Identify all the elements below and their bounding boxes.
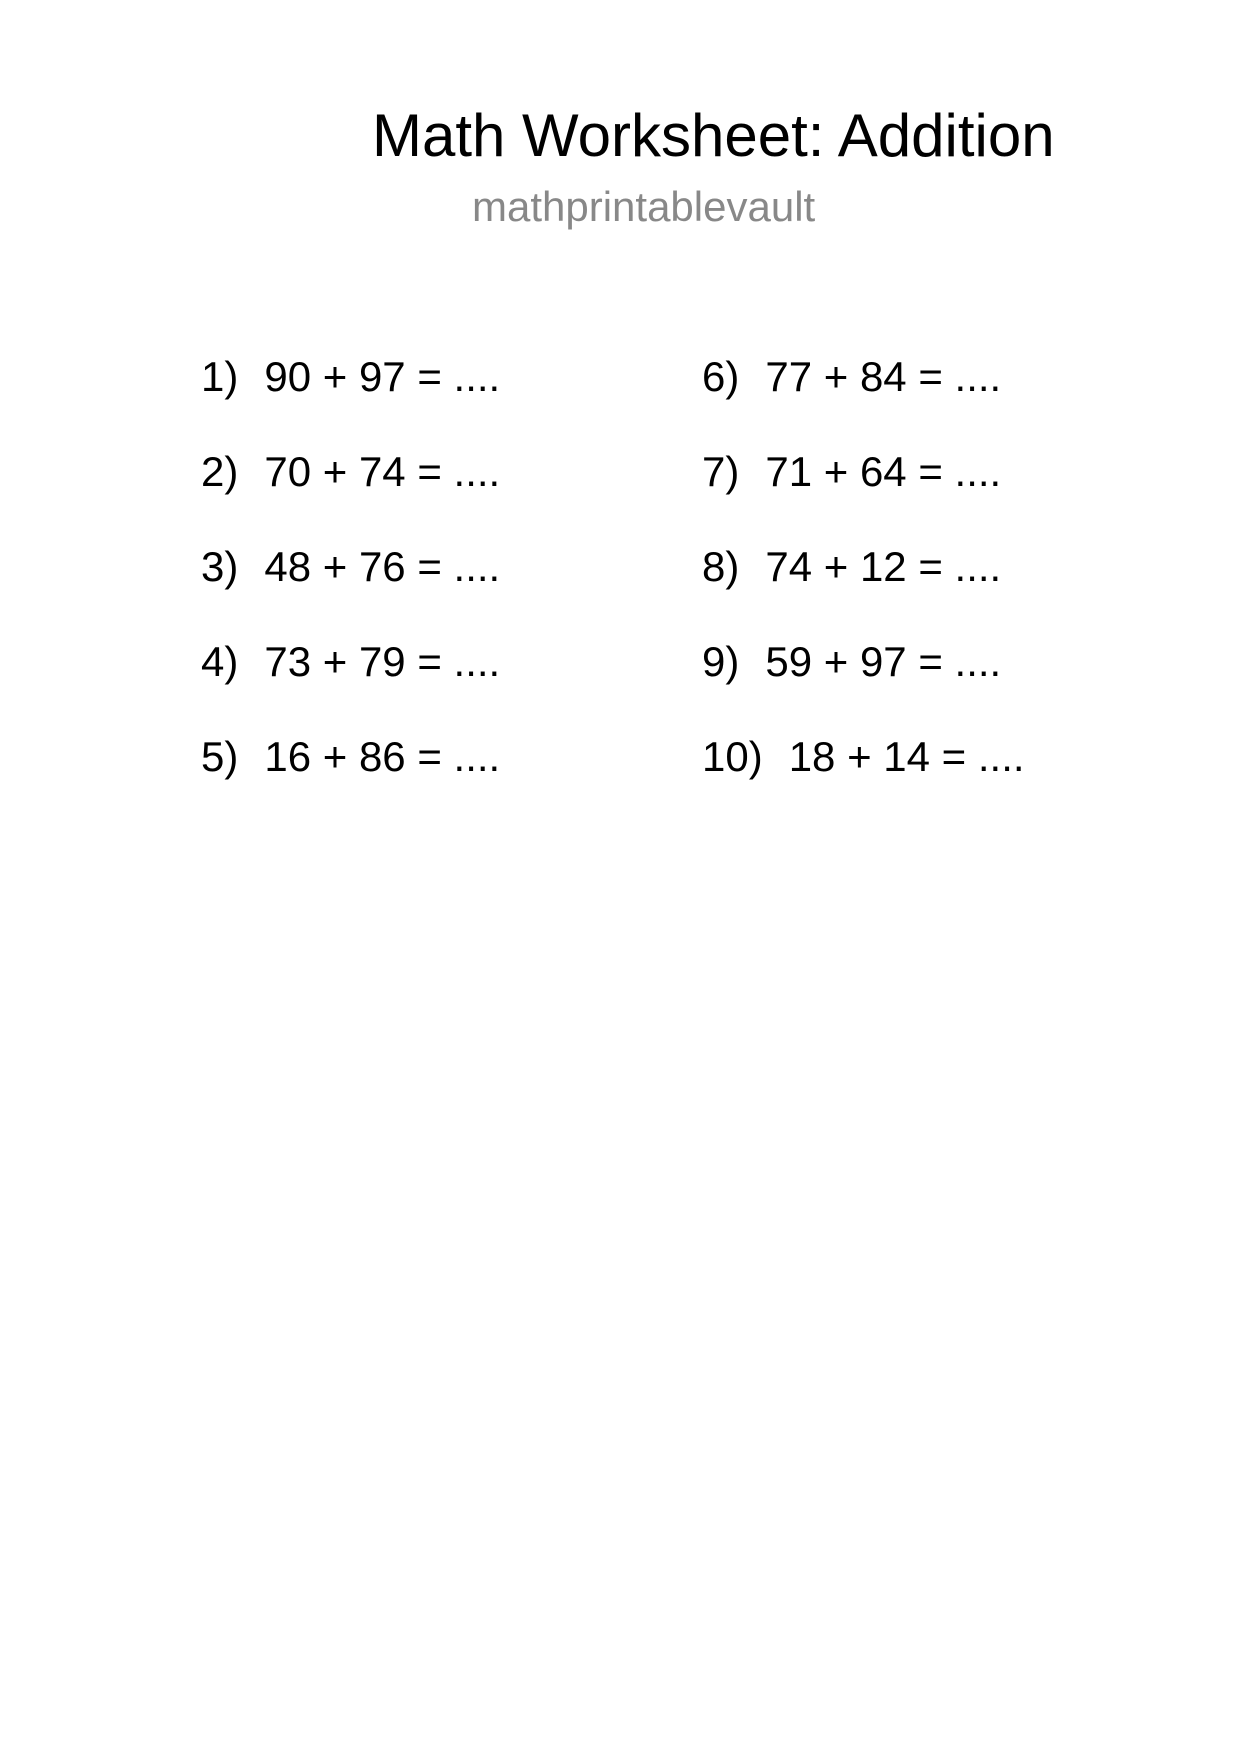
problem-item (201, 442, 500, 537)
worksheet-subtitle: mathprintablevault (472, 183, 816, 230)
problem-expression: 59 + 97 = .... (765, 638, 1002, 685)
problem-number: 6) (702, 353, 740, 400)
problem-expression: 16 + 86 = .... (264, 733, 501, 780)
problem-item (702, 632, 1025, 727)
problem-number: 1) (201, 353, 239, 400)
problem-item (702, 727, 1025, 822)
problem-item (201, 347, 500, 442)
worksheet-title: Math Worksheet: Addition (372, 102, 1055, 169)
problem-item (201, 537, 500, 632)
problem-number: 9) (702, 638, 740, 685)
problem-number: 7) (702, 448, 740, 495)
problem-expression: 70 + 74 = .... (264, 448, 501, 495)
problem-item (702, 537, 1025, 632)
problem-number: 5) (201, 733, 239, 780)
problem-expression: 18 + 14 = .... (788, 733, 1025, 780)
problem-number: 10) (702, 733, 763, 780)
problem-number: 4) (201, 638, 239, 685)
problem-expression: 90 + 97 = .... (264, 353, 501, 400)
problem-expression: 74 + 12 = .... (765, 543, 1002, 590)
problem-column-right (702, 347, 1025, 822)
problem-expression: 77 + 84 = .... (765, 353, 1002, 400)
problem-number: 8) (702, 543, 740, 590)
problem-item (201, 727, 500, 822)
problem-item (702, 347, 1025, 442)
problem-expression: 71 + 64 = .... (765, 448, 1002, 495)
problem-expression: 48 + 76 = .... (264, 543, 501, 590)
problem-item (201, 632, 500, 727)
problem-column-left (201, 347, 500, 822)
problem-item (702, 442, 1025, 537)
problem-number: 2) (201, 448, 239, 495)
problem-number: 3) (201, 543, 239, 590)
problem-expression: 73 + 79 = .... (264, 638, 501, 685)
